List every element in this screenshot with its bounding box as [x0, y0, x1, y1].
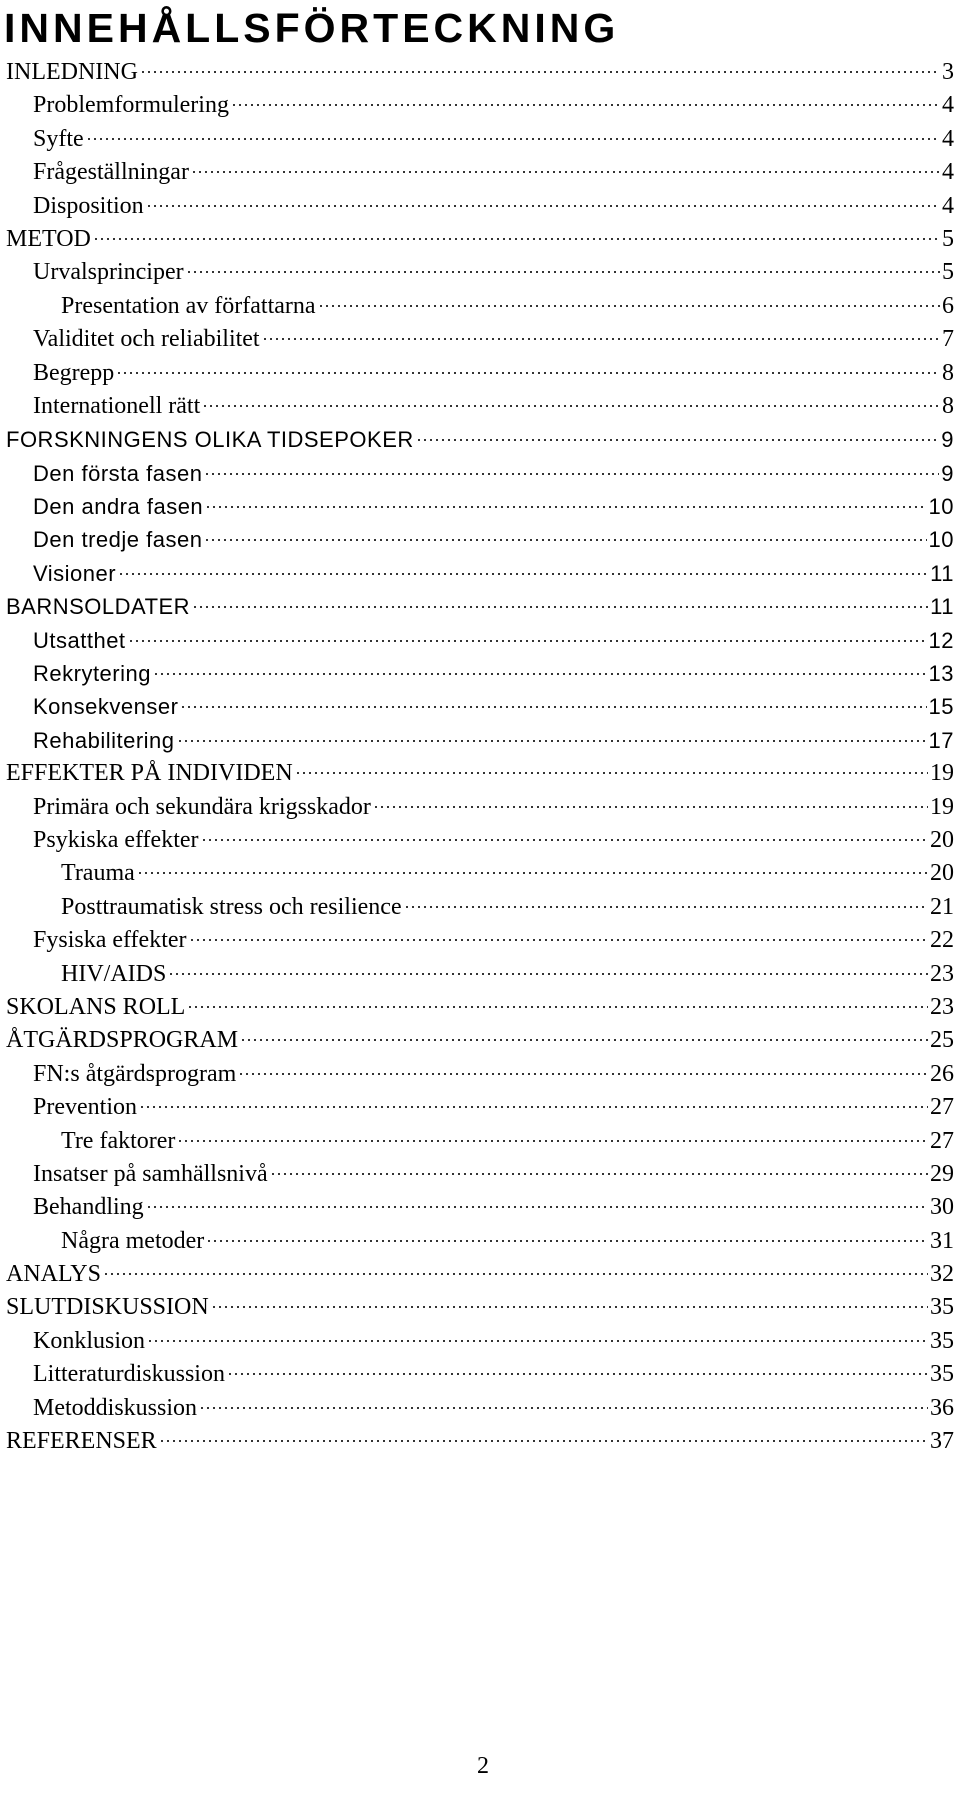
- dot-leader: [295, 772, 928, 774]
- toc-entry-page: 17: [928, 727, 954, 753]
- dot-leader: [189, 939, 928, 941]
- toc-entry-text: SKOLANS ROLL: [6, 993, 186, 1020]
- toc-entry-page: 10: [928, 494, 954, 520]
- toc-entry-psykiska-effekter[interactable]: [6, 824, 954, 857]
- toc-entry-skolans-roll[interactable]: [6, 991, 954, 1024]
- dot-leader: [211, 1306, 928, 1308]
- dot-leader: [128, 640, 927, 642]
- toc-entry-rehabilitering[interactable]: [6, 724, 954, 757]
- dot-leader: [177, 1140, 928, 1142]
- dot-leader: [159, 1440, 928, 1442]
- toc-entry-text: Visioner: [33, 560, 117, 586]
- toc-entry-urvalsprinciper[interactable]: [6, 256, 954, 289]
- toc-entry-page: 35: [930, 1327, 954, 1354]
- toc-entry-page: 4: [942, 92, 954, 119]
- toc-entry-page: 8: [942, 359, 954, 386]
- dot-leader: [118, 573, 928, 575]
- toc-entry-text: Internationell rätt: [33, 392, 201, 419]
- dot-leader: [204, 539, 926, 541]
- toc-entry-page: 32: [930, 1261, 954, 1288]
- toc-entry-effekter-pa-individen[interactable]: [6, 757, 954, 790]
- dot-leader: [204, 473, 939, 475]
- toc-entry-fns-atgardsprogram[interactable]: [6, 1058, 954, 1091]
- toc-entry-internationell-ratt[interactable]: [6, 390, 954, 423]
- toc-entry-page: 37: [930, 1428, 954, 1455]
- toc-entry-text: Problemformulering: [33, 92, 229, 119]
- toc-entry-page: 27: [930, 1127, 954, 1154]
- dot-leader: [318, 305, 940, 307]
- dot-leader: [153, 673, 927, 675]
- toc-entry-tre-faktorer[interactable]: [6, 1125, 954, 1158]
- toc-entry-text: Prevention: [33, 1094, 137, 1121]
- toc-entry-litteraturdiskussion[interactable]: [6, 1358, 954, 1391]
- toc-entry-text: Begrepp: [33, 359, 115, 386]
- toc-entry-page: 4: [942, 159, 954, 186]
- toc-entry-text: BARNSOLDATER: [6, 594, 191, 620]
- toc-entry-begrepp[interactable]: [6, 357, 954, 390]
- dot-leader: [137, 872, 928, 874]
- dot-leader: [206, 1240, 928, 1242]
- toc-entry-page: 7: [942, 326, 954, 353]
- toc-entry-page: 9: [941, 460, 954, 486]
- toc-entry-referenser[interactable]: [6, 1425, 954, 1458]
- dot-leader: [404, 906, 928, 908]
- toc-entry-den-tredje-fasen[interactable]: [6, 523, 954, 556]
- toc-entry-text: Konklusion: [33, 1327, 146, 1354]
- toc-entry-text: Konsekvenser: [33, 694, 179, 720]
- toc-entry-page: 13: [928, 661, 954, 687]
- toc-entry-analys[interactable]: [6, 1258, 954, 1291]
- toc-entry-page: 19: [930, 793, 954, 820]
- dot-leader: [199, 1407, 928, 1409]
- dot-leader: [180, 706, 926, 708]
- dot-leader: [192, 606, 928, 608]
- dot-leader: [205, 506, 926, 508]
- toc-entry-page: 20: [930, 860, 954, 887]
- toc-entry-text: Litteraturdiskussion: [33, 1361, 225, 1388]
- page-number: 2: [477, 1753, 489, 1779]
- dot-leader: [103, 1273, 928, 1275]
- dot-leader: [202, 405, 940, 407]
- toc-entry-text: Trauma: [61, 860, 135, 887]
- toc-entry-page: 15: [928, 694, 954, 720]
- toc-entry-page: 27: [930, 1094, 954, 1121]
- toc-entry-page: 36: [930, 1394, 954, 1421]
- toc-entry-text: Rekrytering: [33, 661, 151, 687]
- dot-leader: [416, 439, 940, 441]
- toc-entry-text: METOD: [6, 225, 91, 252]
- toc-entry-utsatthet[interactable]: [6, 624, 954, 657]
- toc-entry-text: Metoddiskussion: [33, 1394, 198, 1421]
- dot-leader: [86, 138, 940, 140]
- dot-leader: [116, 372, 940, 374]
- toc-entry-problemformulering[interactable]: [6, 89, 954, 122]
- toc-entry-page: 10: [928, 527, 954, 553]
- toc-entry-page: 11: [930, 594, 954, 620]
- toc-entry-text: REFERENSER: [6, 1428, 157, 1455]
- toc-entry-text: HIV/AIDS: [61, 960, 167, 987]
- toc-entry-forskningens-olika-tidsepoker[interactable]: [6, 423, 954, 456]
- dot-leader: [140, 71, 940, 73]
- dot-leader: [146, 1206, 928, 1208]
- toc-entry-text: INLEDNING: [6, 59, 138, 85]
- toc-entry-text: Den andra fasen: [33, 494, 204, 520]
- toc-entry-page: 20: [930, 826, 954, 853]
- toc-entry-primara-och-sekundara-krigsskador[interactable]: [6, 791, 954, 824]
- toc-entry-disposition[interactable]: [6, 190, 954, 223]
- toc-entry-metoddiskussion[interactable]: [6, 1392, 954, 1425]
- toc-entry-inledning[interactable]: [6, 56, 954, 89]
- toc-entry-hiv-aids[interactable]: [6, 958, 954, 991]
- dot-leader: [186, 271, 940, 273]
- toc-entry-page: 25: [930, 1027, 954, 1054]
- dot-leader: [139, 1106, 928, 1108]
- toc-entry-metod[interactable]: [6, 223, 954, 256]
- toc-entry-page: 4: [942, 125, 954, 152]
- toc-entry-page: 26: [930, 1060, 954, 1087]
- toc-entry-page: 5: [942, 225, 954, 252]
- toc-entry-text: Presentation av författarna: [61, 292, 316, 319]
- toc-entry-text: Primära och sekundära krigsskador: [33, 793, 371, 820]
- toc-entry-text: Den tredje fasen: [33, 527, 203, 553]
- dot-leader: [227, 1373, 928, 1375]
- toc-entry-page: 3: [942, 59, 954, 85]
- toc-entry-text: Urvalsprinciper: [33, 259, 184, 286]
- dot-leader: [262, 338, 940, 340]
- toc-entry-page: 12: [928, 627, 954, 653]
- toc-entry-syfte[interactable]: [6, 123, 954, 156]
- dot-leader: [146, 205, 940, 207]
- toc-entry-text: Rehabilitering: [33, 727, 175, 753]
- dot-leader: [147, 1340, 928, 1342]
- toc-entry-page: 4: [942, 192, 954, 219]
- dot-leader: [93, 238, 940, 240]
- toc-entry-posttraumatisk-stress-och-resilience[interactable]: [6, 891, 954, 924]
- dot-leader: [201, 839, 928, 841]
- toc-entry-konsekvenser[interactable]: [6, 690, 954, 723]
- toc-entry-den-forsta-fasen[interactable]: [6, 457, 954, 490]
- toc-entry-text: Validitet och reliabilitet: [33, 326, 260, 353]
- toc-entry-page: 22: [930, 927, 954, 954]
- toc-entry-insatser-pa-samhallsniva[interactable]: [6, 1158, 954, 1191]
- toc-entry-trauma[interactable]: [6, 857, 954, 890]
- toc-entry-page: 30: [930, 1194, 954, 1221]
- toc-entry-text: Behandling: [33, 1194, 144, 1221]
- toc-entry-text: ANALYS: [6, 1261, 101, 1288]
- toc-entry-presentation-av-forfattarna[interactable]: [6, 290, 954, 323]
- toc-entry-page: 23: [930, 960, 954, 987]
- toc-entry-page: 35: [930, 1361, 954, 1388]
- dot-leader: [191, 171, 940, 173]
- table-of-contents: [6, 56, 954, 1458]
- toc-entry-text: Posttraumatisk stress och resilience: [61, 893, 402, 920]
- toc-entry-text: Fysiska effekter: [33, 927, 187, 954]
- toc-entry-page: 29: [930, 1160, 954, 1187]
- toc-entry-visioner[interactable]: [6, 557, 954, 590]
- toc-entry-page: 21: [930, 893, 954, 920]
- toc-entry-page: 35: [930, 1294, 954, 1321]
- toc-entry-text: Den första fasen: [33, 460, 203, 486]
- toc-entry-slutdiskussion[interactable]: [6, 1291, 954, 1324]
- toc-entry-page: 5: [942, 259, 954, 286]
- toc-entry-page: 23: [930, 993, 954, 1020]
- toc-entry-text: Tre faktorer: [61, 1127, 176, 1154]
- dot-leader: [168, 973, 928, 975]
- toc-entry-page: 8: [942, 392, 954, 419]
- toc-entry-atgardsprogram[interactable]: [6, 1024, 954, 1057]
- toc-entry-text: Syfte: [33, 125, 84, 152]
- dot-leader: [231, 104, 940, 106]
- dot-leader: [187, 1006, 928, 1008]
- toc-entry-text: Några metoder: [61, 1227, 205, 1254]
- toc-entry-text: SLUTDISKUSSION: [6, 1294, 209, 1321]
- toc-entry-text: Psykiska effekter: [33, 826, 199, 853]
- toc-entry-text: FORSKNINGENS OLIKA TIDSEPOKER: [6, 427, 414, 453]
- page-number-footer: [0, 1751, 960, 1781]
- toc-entry-fragestallningar[interactable]: [6, 156, 954, 189]
- dot-leader: [270, 1173, 928, 1175]
- toc-entry-text: Disposition: [33, 192, 144, 219]
- toc-entry-nagra-metoder[interactable]: [6, 1225, 954, 1258]
- toc-entry-text: Frågeställningar: [33, 159, 189, 186]
- toc-entry-konklusion[interactable]: [6, 1325, 954, 1358]
- toc-entry-text: Insatser på samhällsnivå: [33, 1160, 268, 1187]
- toc-entry-text: Utsatthet: [33, 627, 126, 653]
- toc-entry-text: ÅTGÄRDSPROGRAM: [6, 1027, 239, 1054]
- toc-entry-behandling[interactable]: [6, 1191, 954, 1224]
- toc-entry-text: FN:s åtgärdsprogram: [33, 1060, 237, 1087]
- toc-entry-text: EFFEKTER PÅ INDIVIDEN: [6, 760, 293, 787]
- page-title: INNEHÅLLSFÖRTECKNING: [4, 5, 620, 51]
- toc-entry-fysiska-effekter[interactable]: [6, 924, 954, 957]
- toc-entry-page: 19: [930, 760, 954, 787]
- toc-entry-page: 11: [930, 560, 954, 586]
- toc-entry-rekrytering[interactable]: [6, 657, 954, 690]
- dot-leader: [238, 1073, 928, 1075]
- toc-entry-prevention[interactable]: [6, 1091, 954, 1124]
- toc-entry-page: 31: [930, 1227, 954, 1254]
- dot-leader: [373, 806, 928, 808]
- toc-entry-barnsoldater[interactable]: [6, 590, 954, 623]
- dot-leader: [240, 1039, 928, 1041]
- toc-entry-validitet-och-reliabilitet[interactable]: [6, 323, 954, 356]
- toc-entry-page: 9: [941, 427, 954, 453]
- toc-entry-page: 6: [942, 292, 954, 319]
- dot-leader: [177, 740, 927, 742]
- toc-entry-den-andra-fasen[interactable]: [6, 490, 954, 523]
